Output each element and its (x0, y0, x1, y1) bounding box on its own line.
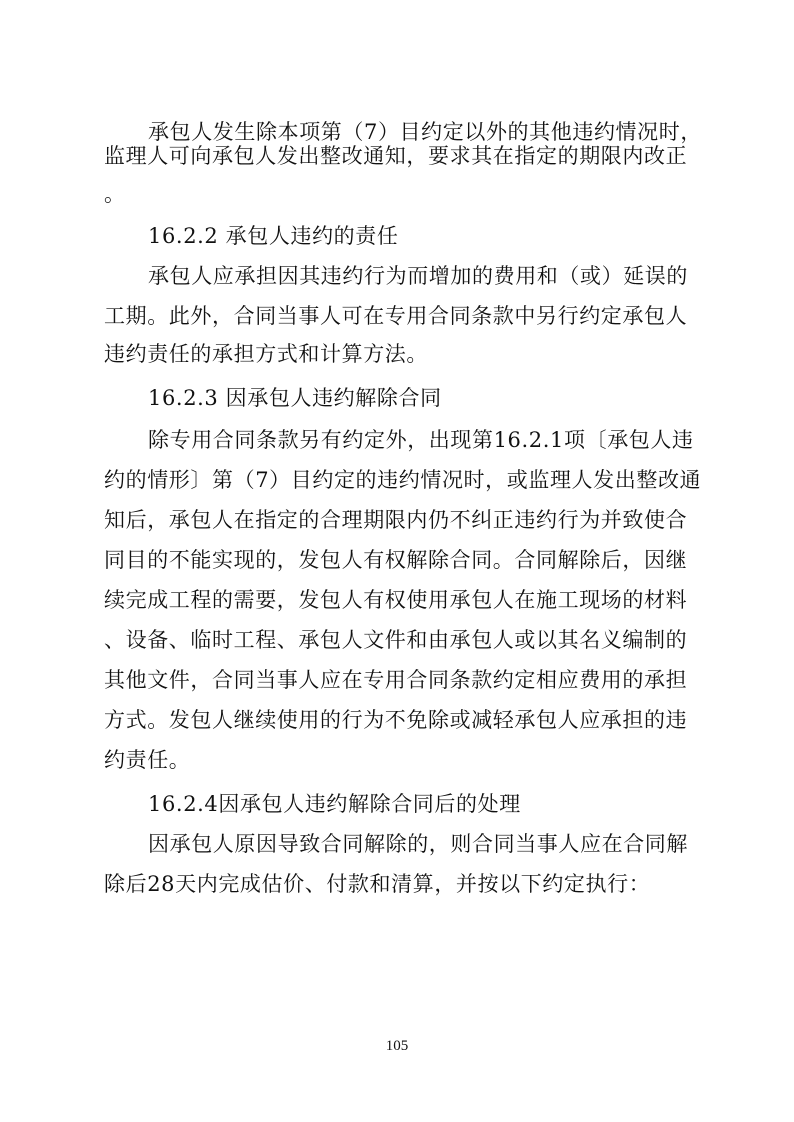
section-heading: 16.2.3 因承包人违约解除合同 (148, 386, 442, 410)
paragraph-line: 方式。发包人继续使用的行为不免除或减轻承包人应承担的违 (104, 708, 688, 732)
paragraph-line: 同目的不能实现的，发包人有权解除合同。合同解除后，因继 (104, 548, 688, 572)
section-heading: 16.2.4因承包人违约解除合同后的处理 (148, 792, 521, 816)
paragraph-line: 因承包人原因导致合同解除的，则合同当事人应在合同解 (148, 832, 688, 856)
paragraph-line: 除专用合同条款另有约定外，出现第16.2.1项〔承包人违 (148, 428, 694, 452)
page-number: 105 (385, 1038, 409, 1054)
paragraph-line: 违约责任的承担方式和计算方法。 (104, 342, 428, 366)
paragraph-line: 监理人可向承包人发出整改通知，要求其在指定的期限内改正 (104, 144, 688, 168)
paragraph-line: 承包人应承担因其违约行为而增加的费用和（或）延误的 (148, 264, 688, 288)
paragraph-line: 知后，承包人在指定的合理期限内仍不纠正违约行为并致使合 (104, 508, 688, 532)
paragraph-line: 其他文件，合同当事人应在专用合同条款约定相应费用的承担 (104, 668, 688, 692)
paragraph-line: 续完成工程的需要，发包人有权使用承包人在施工现场的材料 (104, 588, 688, 612)
paragraph-line: 约责任。 (104, 748, 191, 772)
paragraph-line: 、设备、临时工程、承包人文件和由承包人或以其名义编制的 (104, 628, 688, 652)
paragraph-line: 除后28天内完成估价、付款和清算，并按以下约定执行： (104, 872, 651, 896)
section-heading: 16.2.2 承包人违约的责任 (148, 224, 399, 248)
paragraph-line: 约的情形〕第（7）目约定的违约情况时，或监理人发出整改通 (104, 468, 702, 492)
paragraph-line: 承包人发生除本项第（7）目约定以外的其他违约情况时， (148, 120, 702, 144)
paragraph-line: 工期。此外，合同当事人可在专用合同条款中另行约定承包人 (104, 304, 688, 328)
paragraph-line: 。 (104, 182, 126, 206)
